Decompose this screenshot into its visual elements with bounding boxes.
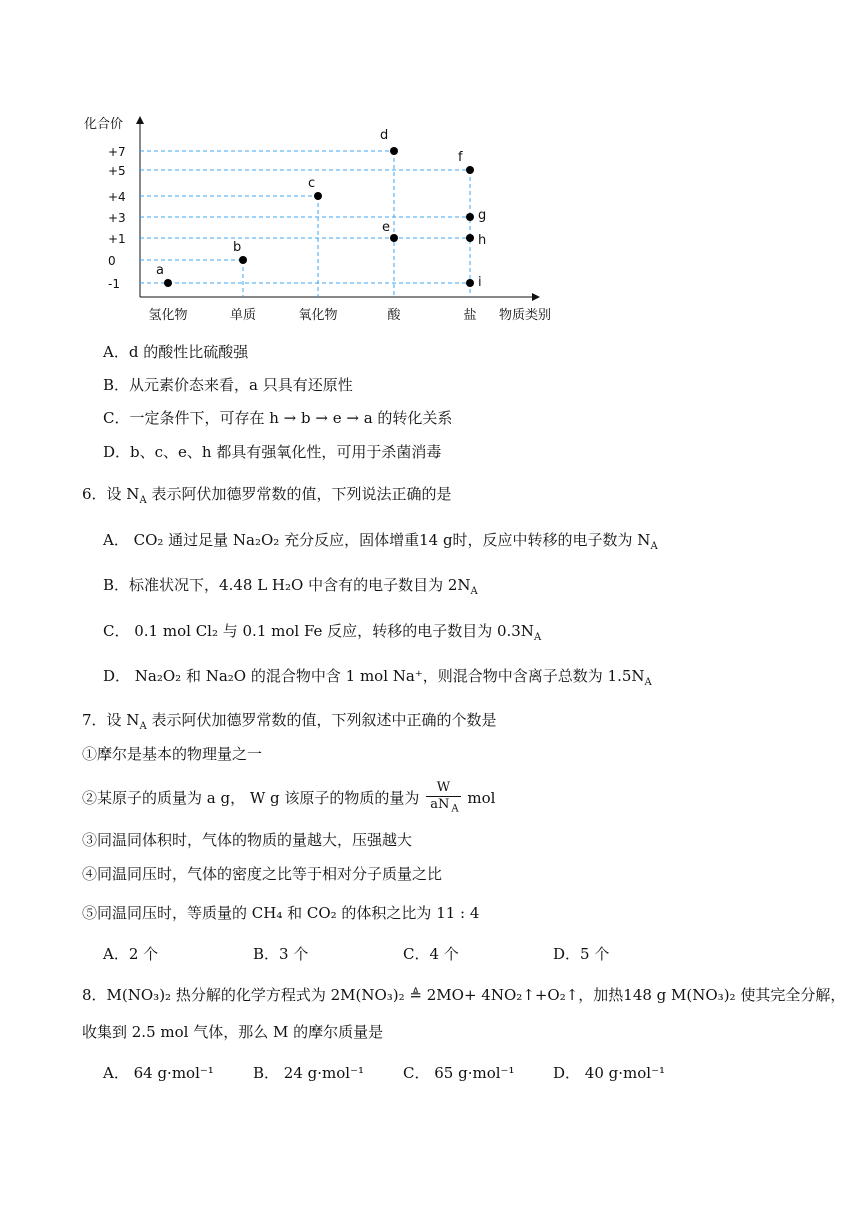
q7-statement-4: ④同温同压时，气体的密度之比等于相对分子质量之比 [82,865,443,883]
q7-stem: 7．设 $N_A$ 表示阿伏加德罗常数的值，下列叙述中正确的个数是 [82,711,497,732]
q7-option-c: C．4 个 [403,945,459,963]
y-tick-label: +4 [108,190,126,204]
q5-option-d: D．b、c、e、h 都具有强氧化性，可用于杀菌消毒 [103,443,442,461]
q7-fraction: $\frac{W}{aN _A}$ [426,780,460,818]
point-c [314,192,322,200]
point-g [466,213,474,221]
point-label-b: b [233,240,242,255]
point-label-i: i [478,275,482,290]
x-axis-label: 物质类别 [499,308,552,323]
point-label-e: e [382,220,390,235]
q5-option-b: B．从元素价态来看，a 只具有还原性 [103,376,353,394]
q6-option-d: D． Na₂O₂ 和 Na₂O 的混合物中含 1 mol Na⁺，则混合物中含离子总数为 $1.5N_A$ [103,667,652,688]
point-label-h: h [478,233,487,248]
q5-option-c: C．一定条件下，可存在 h → b → e → a 的转化关系 [103,409,453,427]
q6-option-a: A． CO₂ 通过足量 Na₂O₂ 充分反应，固体增重14 g时，反应中转移的电子数为 $N_A$ [103,531,658,552]
x-category-label: 盐 [463,308,477,323]
q8-stem-line2: 收集到 2.5 mol 气体，那么 M 的摩尔质量是 [82,1023,384,1041]
y-tick-label: +5 [108,164,126,178]
q8-choices [103,1063,703,1083]
q8-option-b: B． 24 g·mol⁻¹ [253,1064,364,1082]
q7-option-a: A．2 个 [103,945,159,963]
point-label-d: d [380,128,389,143]
q7-statement-5: ⑤同温同压时，等质量的 CH₄ 和 CO₂ 的体积之比为 11 : 4 [82,904,480,922]
point-label-g: g [478,208,487,223]
point-e [390,234,398,242]
q8-option-d: D． 40 g·mol⁻¹ [553,1064,666,1082]
y-tick-label: 0 [108,254,116,268]
q8-stem-line1: 8．M(NO₃)₂ 热分解的化学方程式为 2M(NO₃)₂ ≜ 2MO+ 4NO₂↑+O₂↑，加热148 g M(NO₃)₂ 使其完全分解， [82,986,846,1004]
x-category-label: 酸 [387,308,401,323]
point-i [466,279,474,287]
q7-statement-3: ③同温同体积时，气体的物质的量越大，压强越大 [82,831,413,849]
q5-option-a: A．d 的酸性比硫酸强 [103,343,249,361]
q8-option-c: C． 65 g·mol⁻¹ [403,1064,515,1082]
y-axis-label: 化合价 [84,117,124,132]
x-category-label: 氧化物 [298,308,338,323]
q7-choices [103,944,703,964]
q7-option-d: D．5 个 [553,945,610,963]
y-tick-label: +7 [108,145,126,159]
q8-option-a: A． 64 g·mol⁻¹ [103,1064,214,1082]
y-tick-label: -1 [108,277,120,291]
x-category-label: 单质 [229,308,257,323]
point-d [390,147,398,155]
q7-option-b: B．3 个 [253,945,309,963]
y-tick-label: +3 [108,211,126,225]
q6-stem: 6．设 $N_A$ 表示阿伏加德罗常数的值，下列说法正确的是 [82,485,452,506]
x-category-label: 氢化物 [148,308,188,323]
valence-chart [0,0,868,330]
point-label-f: f [458,150,463,165]
point-label-c: c [308,176,316,191]
q6-option-c: C． 0.1 mol Cl₂ 与 0.1 mol Fe 反应，转移的电子数目为 $0.3N_A$ [103,622,542,643]
q7-statement-2: ②某原子的质量为 a g， W g 该原子的物质的量为 $\frac{W}{aN _A}$ mol [82,780,495,818]
point-a [164,279,172,287]
q7-statement-1: ①摩尔是基本的物理量之一 [82,745,263,763]
q6-option-b: B．标准状况下，4.48 L H₂O 中含有的电子数目为 $2N_A$ [103,576,478,597]
point-label-a: a [156,263,164,278]
point-f [466,166,474,174]
y-tick-label: +1 [108,232,126,246]
point-h [466,234,474,242]
point-b [239,256,247,264]
